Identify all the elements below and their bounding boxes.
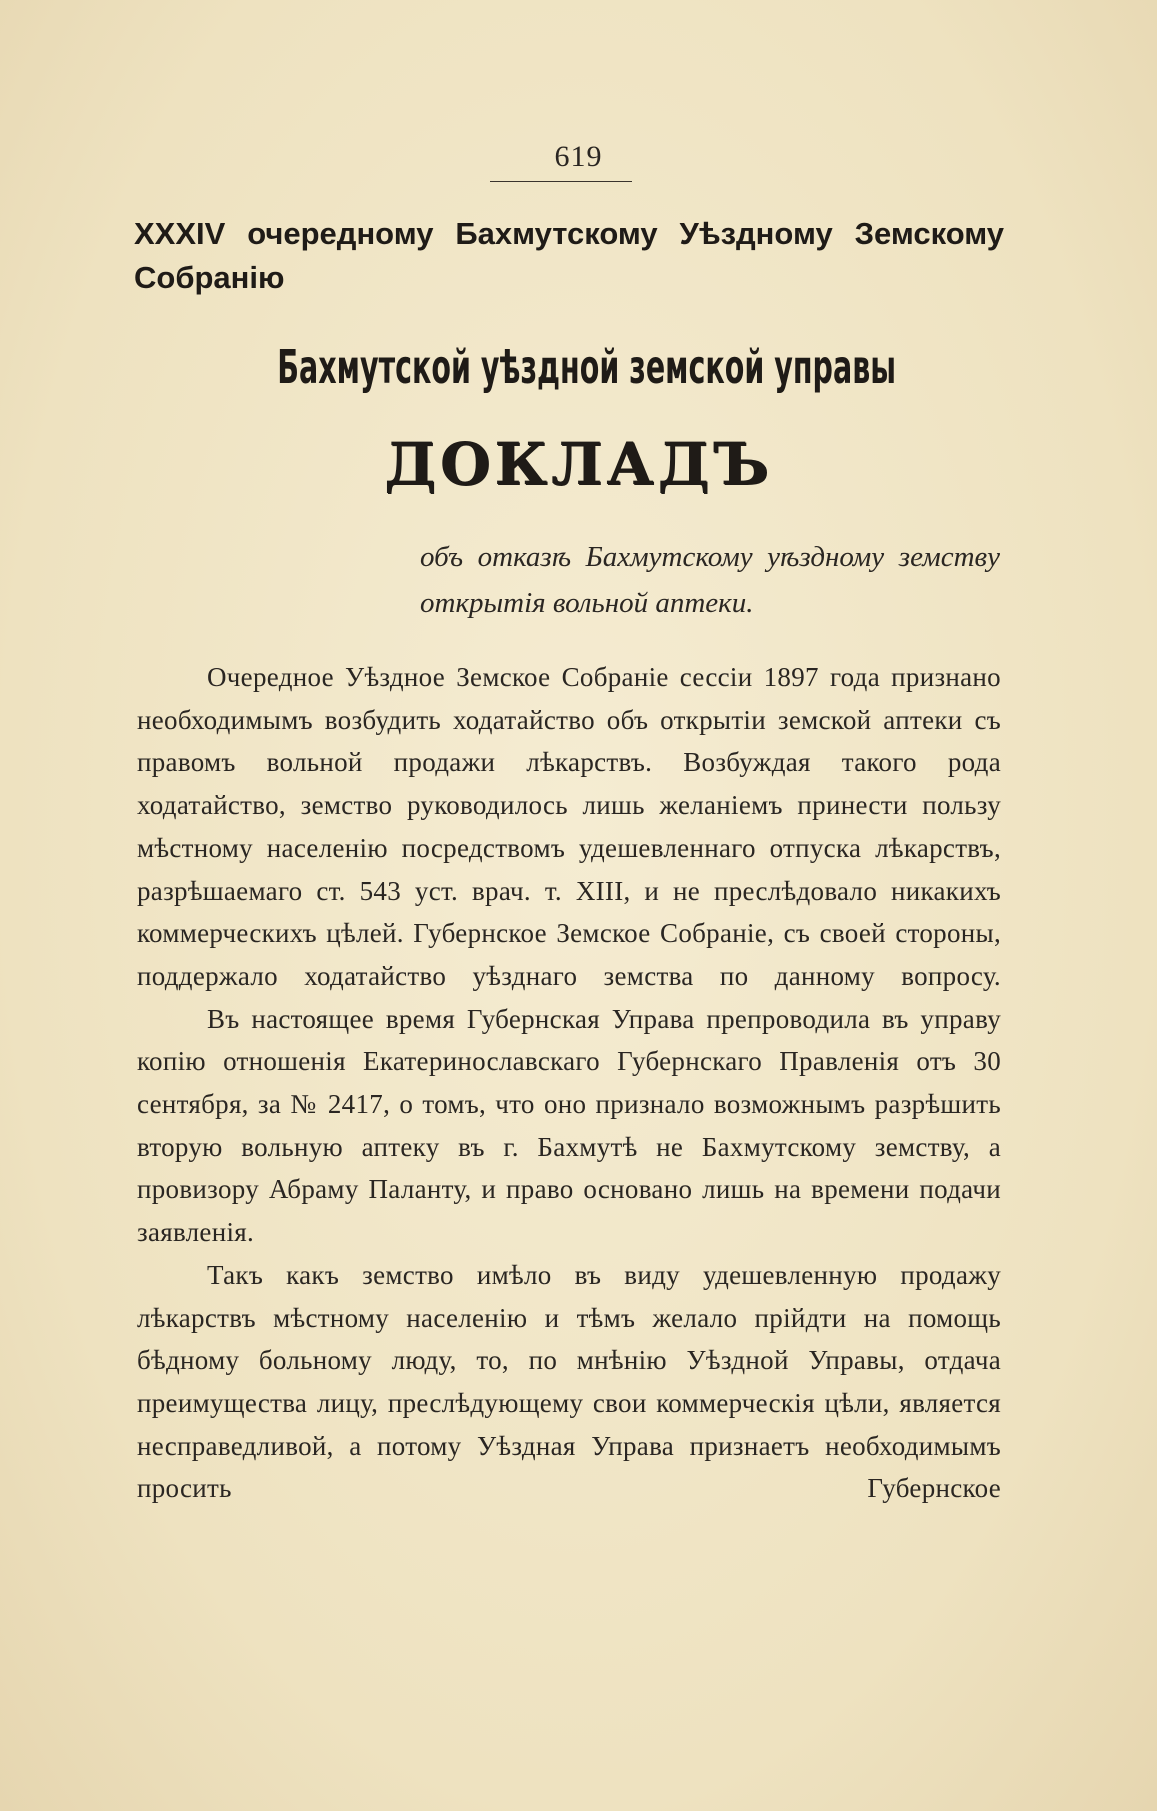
board-heading: Бахмутской уѣздной земской управы (277, 340, 897, 394)
page-number: 619 (554, 140, 603, 173)
report-subject: объ отказѣ Бахмутскому уѣздному земству открытія вольной аптеки. (420, 541, 1000, 619)
paragraph-1: Очередное Уѣздное Земское Собраніе сессіи 1897 года признано необходимымъ возбудить ходатайство объ открытіи земской аптеки съ правомъ вольной продажи лѣкарствъ. Возбуждая такого рода ходатайство, земство руководилось лишь желаніемъ принести пользу мѣстному населенію посредствомъ удешевленнаго отпуска лѣкарствъ, разрѣшаемаго ст. 543 уст. врач. т. XIII, и не преслѣдовало никакихъ коммерческихъ цѣлей. Губернское Земское Собраніе, съ своей стороны, поддержало ходатайство уѣзднаго земства по данному вопросу. (137, 662, 1001, 991)
paragraph-2: Въ настоящее время Губернская Управа препроводила въ управу копію отношенія Екатеринославскаго Губернскаго Правленія отъ 30 сентября, за № 2417, о томъ, что оно признало возможнымъ разрѣшить вторую вольную аптеку въ г. Бахмутѣ не Бахмутскому земству, а провизору Абраму Паланту, и право основано лишь на времени подачи заявленія. (137, 1003, 1001, 1248)
page-number-rule (490, 181, 632, 182)
paragraph-3: Такъ какъ земство имѣло въ виду удешевленную продажу лѣкарствъ мѣстному населенію и тѣмъ желало прійдти на помощь бѣдному больному люду, то, по мнѣнію Уѣздной Управы, отдача преимущества лицу, преслѣдующему свои коммерческія цѣли, является несправедливой, а потому Уѣздная Управа признаетъ необходимымъ просить Губернское (137, 1259, 1001, 1504)
report-title: ДОКЛАДЪ (384, 430, 773, 498)
addressee-heading: XXXIV очередному Бахмутскому Уѣздному Земскому Собранію (134, 216, 1004, 295)
body-text (137, 656, 1001, 1510)
